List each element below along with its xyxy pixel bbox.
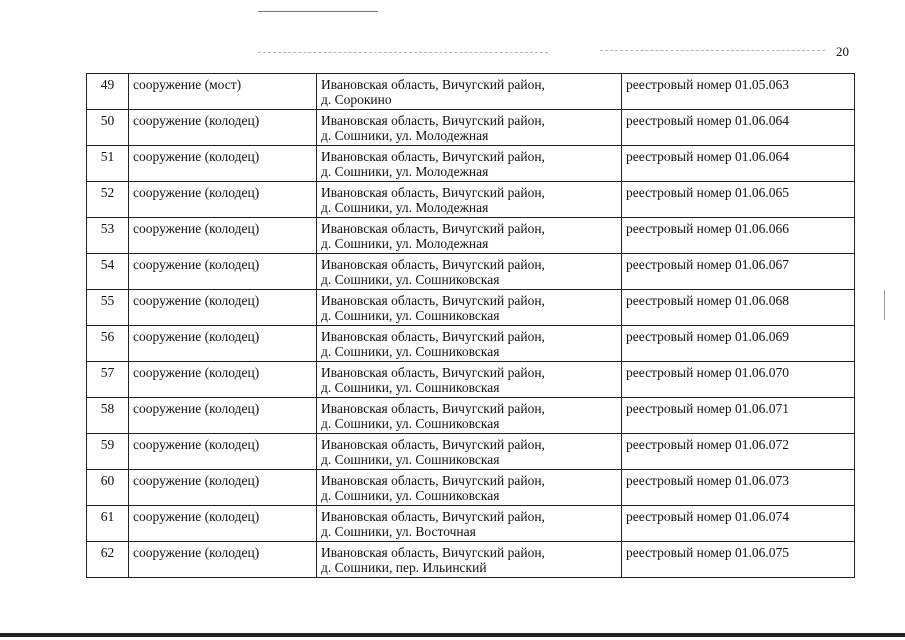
registry-table <box>86 73 855 578</box>
address-line-1: Ивановская область, Вичугский район, <box>321 221 545 236</box>
address-line-2: д. Сошники, ул. Сошниковская <box>321 380 500 395</box>
registry-table-body <box>87 74 855 578</box>
address-line-1: Ивановская область, Вичугский район, <box>321 509 545 524</box>
registry-number-cell: реестровый номер 01.06.064 <box>622 146 855 182</box>
address-line-1: Ивановская область, Вичугский район, <box>321 365 545 380</box>
registry-number-cell: реестровый номер 01.06.067 <box>622 254 855 290</box>
address-line-1: Ивановская область, Вичугский район, <box>321 437 545 452</box>
row-number-cell: 55 <box>87 290 129 326</box>
address-cell <box>317 254 622 290</box>
address-cell <box>317 110 622 146</box>
address-line-2: д. Сошники, ул. Сошниковская <box>321 308 500 323</box>
registry-number-cell: реестровый номер 01.06.070 <box>622 362 855 398</box>
scan-artifact-header-dashes-right <box>600 50 825 51</box>
address-line-1: Ивановская область, Вичугский район, <box>321 401 545 416</box>
object-type-cell: сооружение (колодец) <box>129 326 317 362</box>
address-line-2: д. Сошники, ул. Молодежная <box>321 164 489 179</box>
table-row <box>87 146 855 182</box>
address-line-2: д. Сошники, ул. Молодежная <box>321 200 489 215</box>
table-row <box>87 542 855 578</box>
table-row <box>87 470 855 506</box>
table-row <box>87 434 855 470</box>
address-line-1: Ивановская область, Вичугский район, <box>321 545 545 560</box>
table-row <box>87 326 855 362</box>
object-type-cell: сооружение (колодец) <box>129 470 317 506</box>
object-type-cell: сооружение (колодец) <box>129 218 317 254</box>
table-row <box>87 74 855 110</box>
row-number-cell: 52 <box>87 182 129 218</box>
registry-number-cell: реестровый номер 01.06.073 <box>622 470 855 506</box>
row-number-cell: 53 <box>87 218 129 254</box>
registry-number-cell: реестровый номер 01.06.068 <box>622 290 855 326</box>
object-type-cell: сооружение (колодец) <box>129 182 317 218</box>
address-line-1: Ивановская область, Вичугский район, <box>321 185 545 200</box>
object-type-cell: сооружение (колодец) <box>129 542 317 578</box>
row-number-cell: 60 <box>87 470 129 506</box>
object-type-cell: сооружение (колодец) <box>129 290 317 326</box>
address-line-1: Ивановская область, Вичугский район, <box>321 257 545 272</box>
address-line-2: д. Сошники, ул. Восточная <box>321 524 476 539</box>
registry-number-cell: реестровый номер 01.06.071 <box>622 398 855 434</box>
row-number-cell: 58 <box>87 398 129 434</box>
address-line-2: д. Сошники, ул. Сошниковская <box>321 416 500 431</box>
object-type-cell: сооружение (колодец) <box>129 254 317 290</box>
row-number-cell: 62 <box>87 542 129 578</box>
address-line-1: Ивановская область, Вичугский район, <box>321 77 545 92</box>
row-number-cell: 56 <box>87 326 129 362</box>
table-row <box>87 506 855 542</box>
page-number: 20 <box>836 44 849 59</box>
address-cell <box>317 362 622 398</box>
address-cell <box>317 146 622 182</box>
address-line-2: д. Сошники, пер. Ильинский <box>321 560 487 575</box>
registry-number-cell: реестровый номер 01.06.074 <box>622 506 855 542</box>
address-cell <box>317 506 622 542</box>
scan-artifact-header-dashes <box>258 52 548 53</box>
address-line-1: Ивановская область, Вичугский район, <box>321 149 545 164</box>
registry-number-cell: реестровый номер 01.06.066 <box>622 218 855 254</box>
table-row <box>87 398 855 434</box>
address-line-1: Ивановская область, Вичугский район, <box>321 473 545 488</box>
object-type-cell: сооружение (колодец) <box>129 146 317 182</box>
address-cell <box>317 74 622 110</box>
row-number-cell: 57 <box>87 362 129 398</box>
address-line-2: д. Сошники, ул. Молодежная <box>321 236 489 251</box>
table-row <box>87 182 855 218</box>
table-row <box>87 254 855 290</box>
address-cell <box>317 218 622 254</box>
object-type-cell: сооружение (колодец) <box>129 506 317 542</box>
registry-number-cell: реестровый номер 01.06.064 <box>622 110 855 146</box>
registry-number-cell: реестровый номер 01.06.069 <box>622 326 855 362</box>
address-cell <box>317 398 622 434</box>
registry-number-cell: реестровый номер 01.05.063 <box>622 74 855 110</box>
row-number-cell: 50 <box>87 110 129 146</box>
address-cell <box>317 290 622 326</box>
address-line-1: Ивановская область, Вичугский район, <box>321 113 545 128</box>
address-line-2: д. Сошники, ул. Сошниковская <box>321 344 500 359</box>
row-number-cell: 54 <box>87 254 129 290</box>
address-line-2: д. Сошники, ул. Молодежная <box>321 128 489 143</box>
row-number-cell: 59 <box>87 434 129 470</box>
registry-number-cell: реестровый номер 01.06.072 <box>622 434 855 470</box>
row-number-cell: 51 <box>87 146 129 182</box>
object-type-cell: сооружение (колодец) <box>129 362 317 398</box>
scan-artifact-top-line <box>258 11 378 12</box>
address-line-2: д. Сошники, ул. Сошниковская <box>321 488 500 503</box>
object-type-cell: сооружение (колодец) <box>129 110 317 146</box>
address-line-2: д. Сошники, ул. Сошниковская <box>321 452 500 467</box>
table-row <box>87 218 855 254</box>
table-row <box>87 290 855 326</box>
registry-number-cell: реестровый номер 01.06.075 <box>622 542 855 578</box>
object-type-cell: сооружение (колодец) <box>129 398 317 434</box>
address-cell <box>317 542 622 578</box>
row-number-cell: 61 <box>87 506 129 542</box>
object-type-cell: сооружение (колодец) <box>129 434 317 470</box>
registry-number-cell: реестровый номер 01.06.065 <box>622 182 855 218</box>
address-cell <box>317 470 622 506</box>
address-line-2: д. Сорокино <box>321 92 392 107</box>
scan-artifact-bottom-edge <box>0 633 905 637</box>
address-cell <box>317 182 622 218</box>
address-line-2: д. Сошники, ул. Сошниковская <box>321 272 500 287</box>
table-row <box>87 362 855 398</box>
table-row <box>87 110 855 146</box>
scan-artifact-margin-mark <box>884 290 885 320</box>
address-cell <box>317 326 622 362</box>
object-type-cell: сооружение (мост) <box>129 74 317 110</box>
address-cell <box>317 434 622 470</box>
address-line-1: Ивановская область, Вичугский район, <box>321 329 545 344</box>
row-number-cell: 49 <box>87 74 129 110</box>
address-line-1: Ивановская область, Вичугский район, <box>321 293 545 308</box>
